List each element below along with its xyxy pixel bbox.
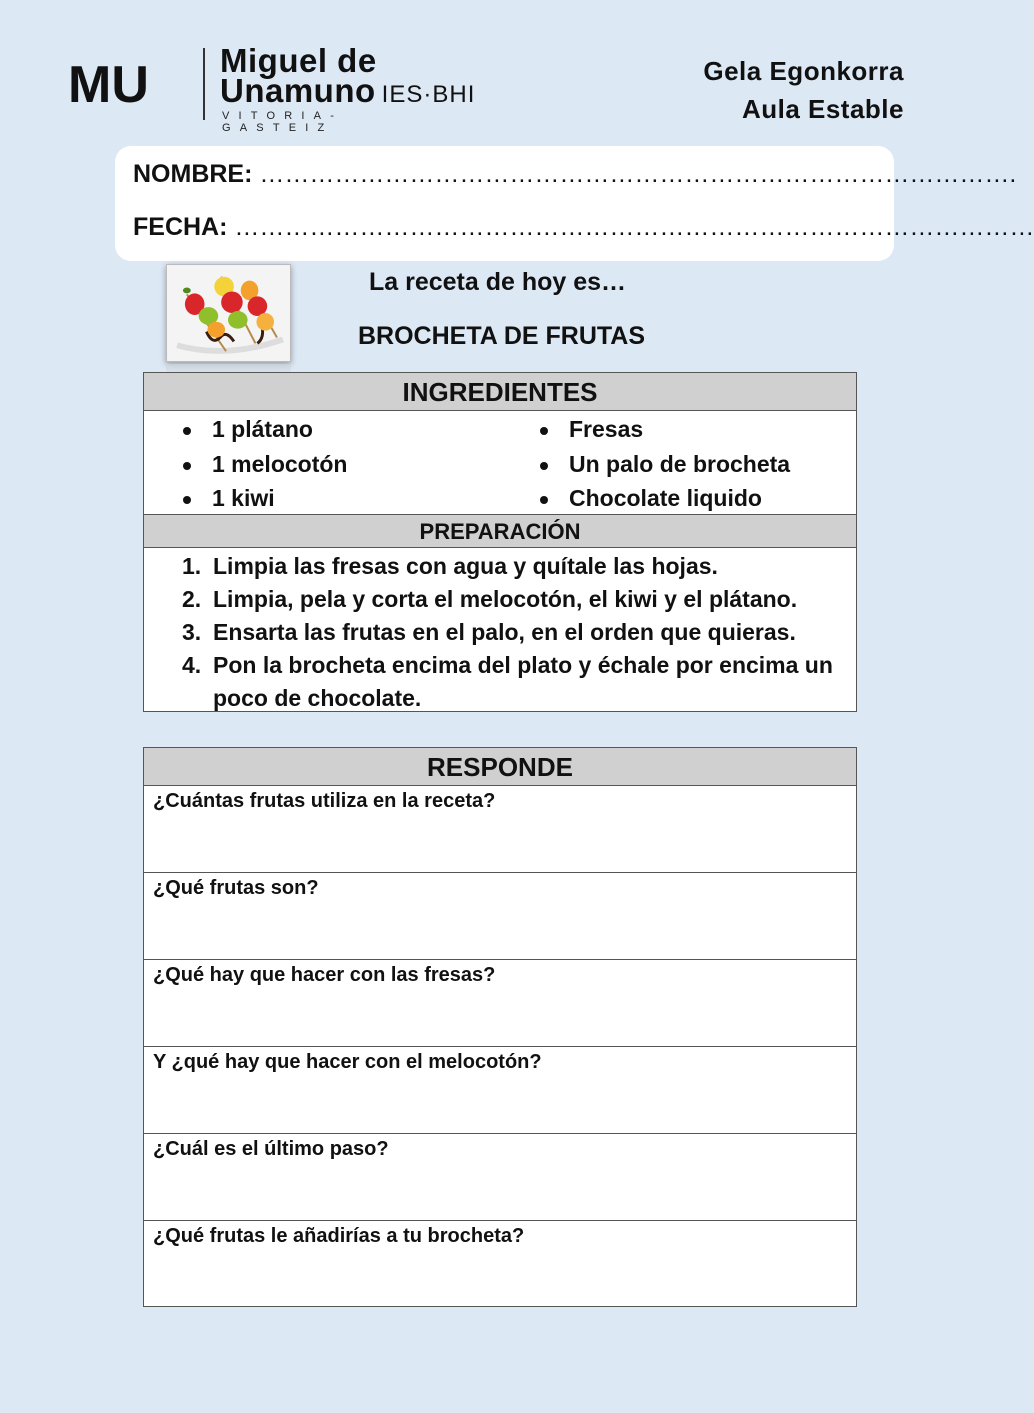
logo-name-line2: Unamuno [220, 72, 376, 109]
name-label: NOMBRE: [133, 160, 253, 188]
ingredient-item: 1 kiwi [182, 481, 347, 516]
recipe-title: BROCHETA DE FRUTAS [358, 322, 646, 350]
preparation-steps [144, 548, 856, 715]
svg-text:MU: MU [68, 56, 149, 114]
logo-name-line1: Miguel de [220, 42, 377, 79]
recipe-intro: La receta de hoy es… [369, 268, 627, 296]
student-info-card [115, 146, 1034, 261]
step-text: Limpia las fresas con agua y quítale las hojas. [213, 553, 718, 579]
step-text: Pon la brocheta encima del plato y échale por encima un poco de chocolate. [213, 652, 833, 711]
preparation-step [144, 649, 856, 715]
question-answer-row[interactable] [144, 1134, 856, 1221]
name-field[interactable] [133, 160, 1017, 189]
logo-divider [203, 48, 205, 120]
ingredients-column-2 [539, 412, 790, 516]
logo-city: VITORIA-GASTEIZ [222, 110, 344, 134]
preparation-step [144, 583, 856, 616]
question-text: ¿Cuántas frutas utiliza en la receta? [153, 790, 496, 812]
name-dots: ………………………………………………………………………………. [259, 160, 1017, 188]
step-number: 4. [182, 652, 202, 678]
ingredient-item: 1 plátano [182, 412, 347, 447]
question-answer-row[interactable] [144, 1047, 856, 1134]
question-answer-row[interactable] [144, 786, 856, 873]
recipe-table [143, 372, 857, 712]
responde-heading: RESPONDE [144, 748, 856, 786]
question-text: ¿Qué frutas son? [153, 877, 319, 899]
ingredient-item: Fresas [539, 412, 790, 447]
step-number: 3. [182, 619, 202, 645]
step-number: 1. [182, 553, 202, 579]
ingredients-heading: INGREDIENTES [144, 373, 856, 411]
logo-suffix: IES·BHI [381, 81, 476, 108]
fruit-skewer-drawing [167, 265, 290, 361]
ingredient-item: Chocolate liquido [539, 481, 790, 516]
step-number: 2. [182, 586, 202, 612]
question-text: ¿Qué frutas le añadirías a tu brocheta? [153, 1225, 525, 1247]
ingredient-item: Un palo de brocheta [539, 447, 790, 482]
step-text: Limpia, pela y corta el melocotón, el kiwi y el plátano. [213, 586, 798, 612]
ingredient-item: 1 melocotón [182, 447, 347, 482]
ingredients-list [144, 411, 856, 515]
school-logo [68, 42, 476, 134]
question-answer-row[interactable] [144, 873, 856, 960]
logo-name [220, 42, 476, 110]
classroom-label-basque: Gela Egonkorra [703, 56, 904, 86]
question-text: ¿Cuál es el último paso? [153, 1138, 389, 1160]
preparation-heading: PREPARACIÓN [144, 515, 856, 548]
question-answer-row[interactable] [144, 1221, 856, 1308]
date-dots: …………………………………………………………………………………… [234, 213, 1034, 241]
preparation-step [144, 550, 856, 583]
date-label: FECHA: [133, 213, 228, 241]
question-answer-row[interactable] [144, 960, 856, 1047]
date-field[interactable] [133, 213, 1034, 242]
fruit-skewer-photo-icon [166, 264, 291, 362]
classroom-label-spanish: Aula Estable [741, 94, 904, 124]
questions-table [143, 747, 857, 1307]
question-text: ¿Qué hay que hacer con las fresas? [153, 964, 496, 986]
classroom-label [703, 52, 904, 128]
question-text: Y ¿qué hay que hacer con el melocotón? [153, 1051, 542, 1073]
preparation-step [144, 616, 856, 649]
mu-logo-icon [68, 52, 149, 114]
ingredients-column-1 [182, 412, 347, 516]
step-text: Ensarta las frutas en el palo, en el orden que quieras. [213, 619, 796, 645]
